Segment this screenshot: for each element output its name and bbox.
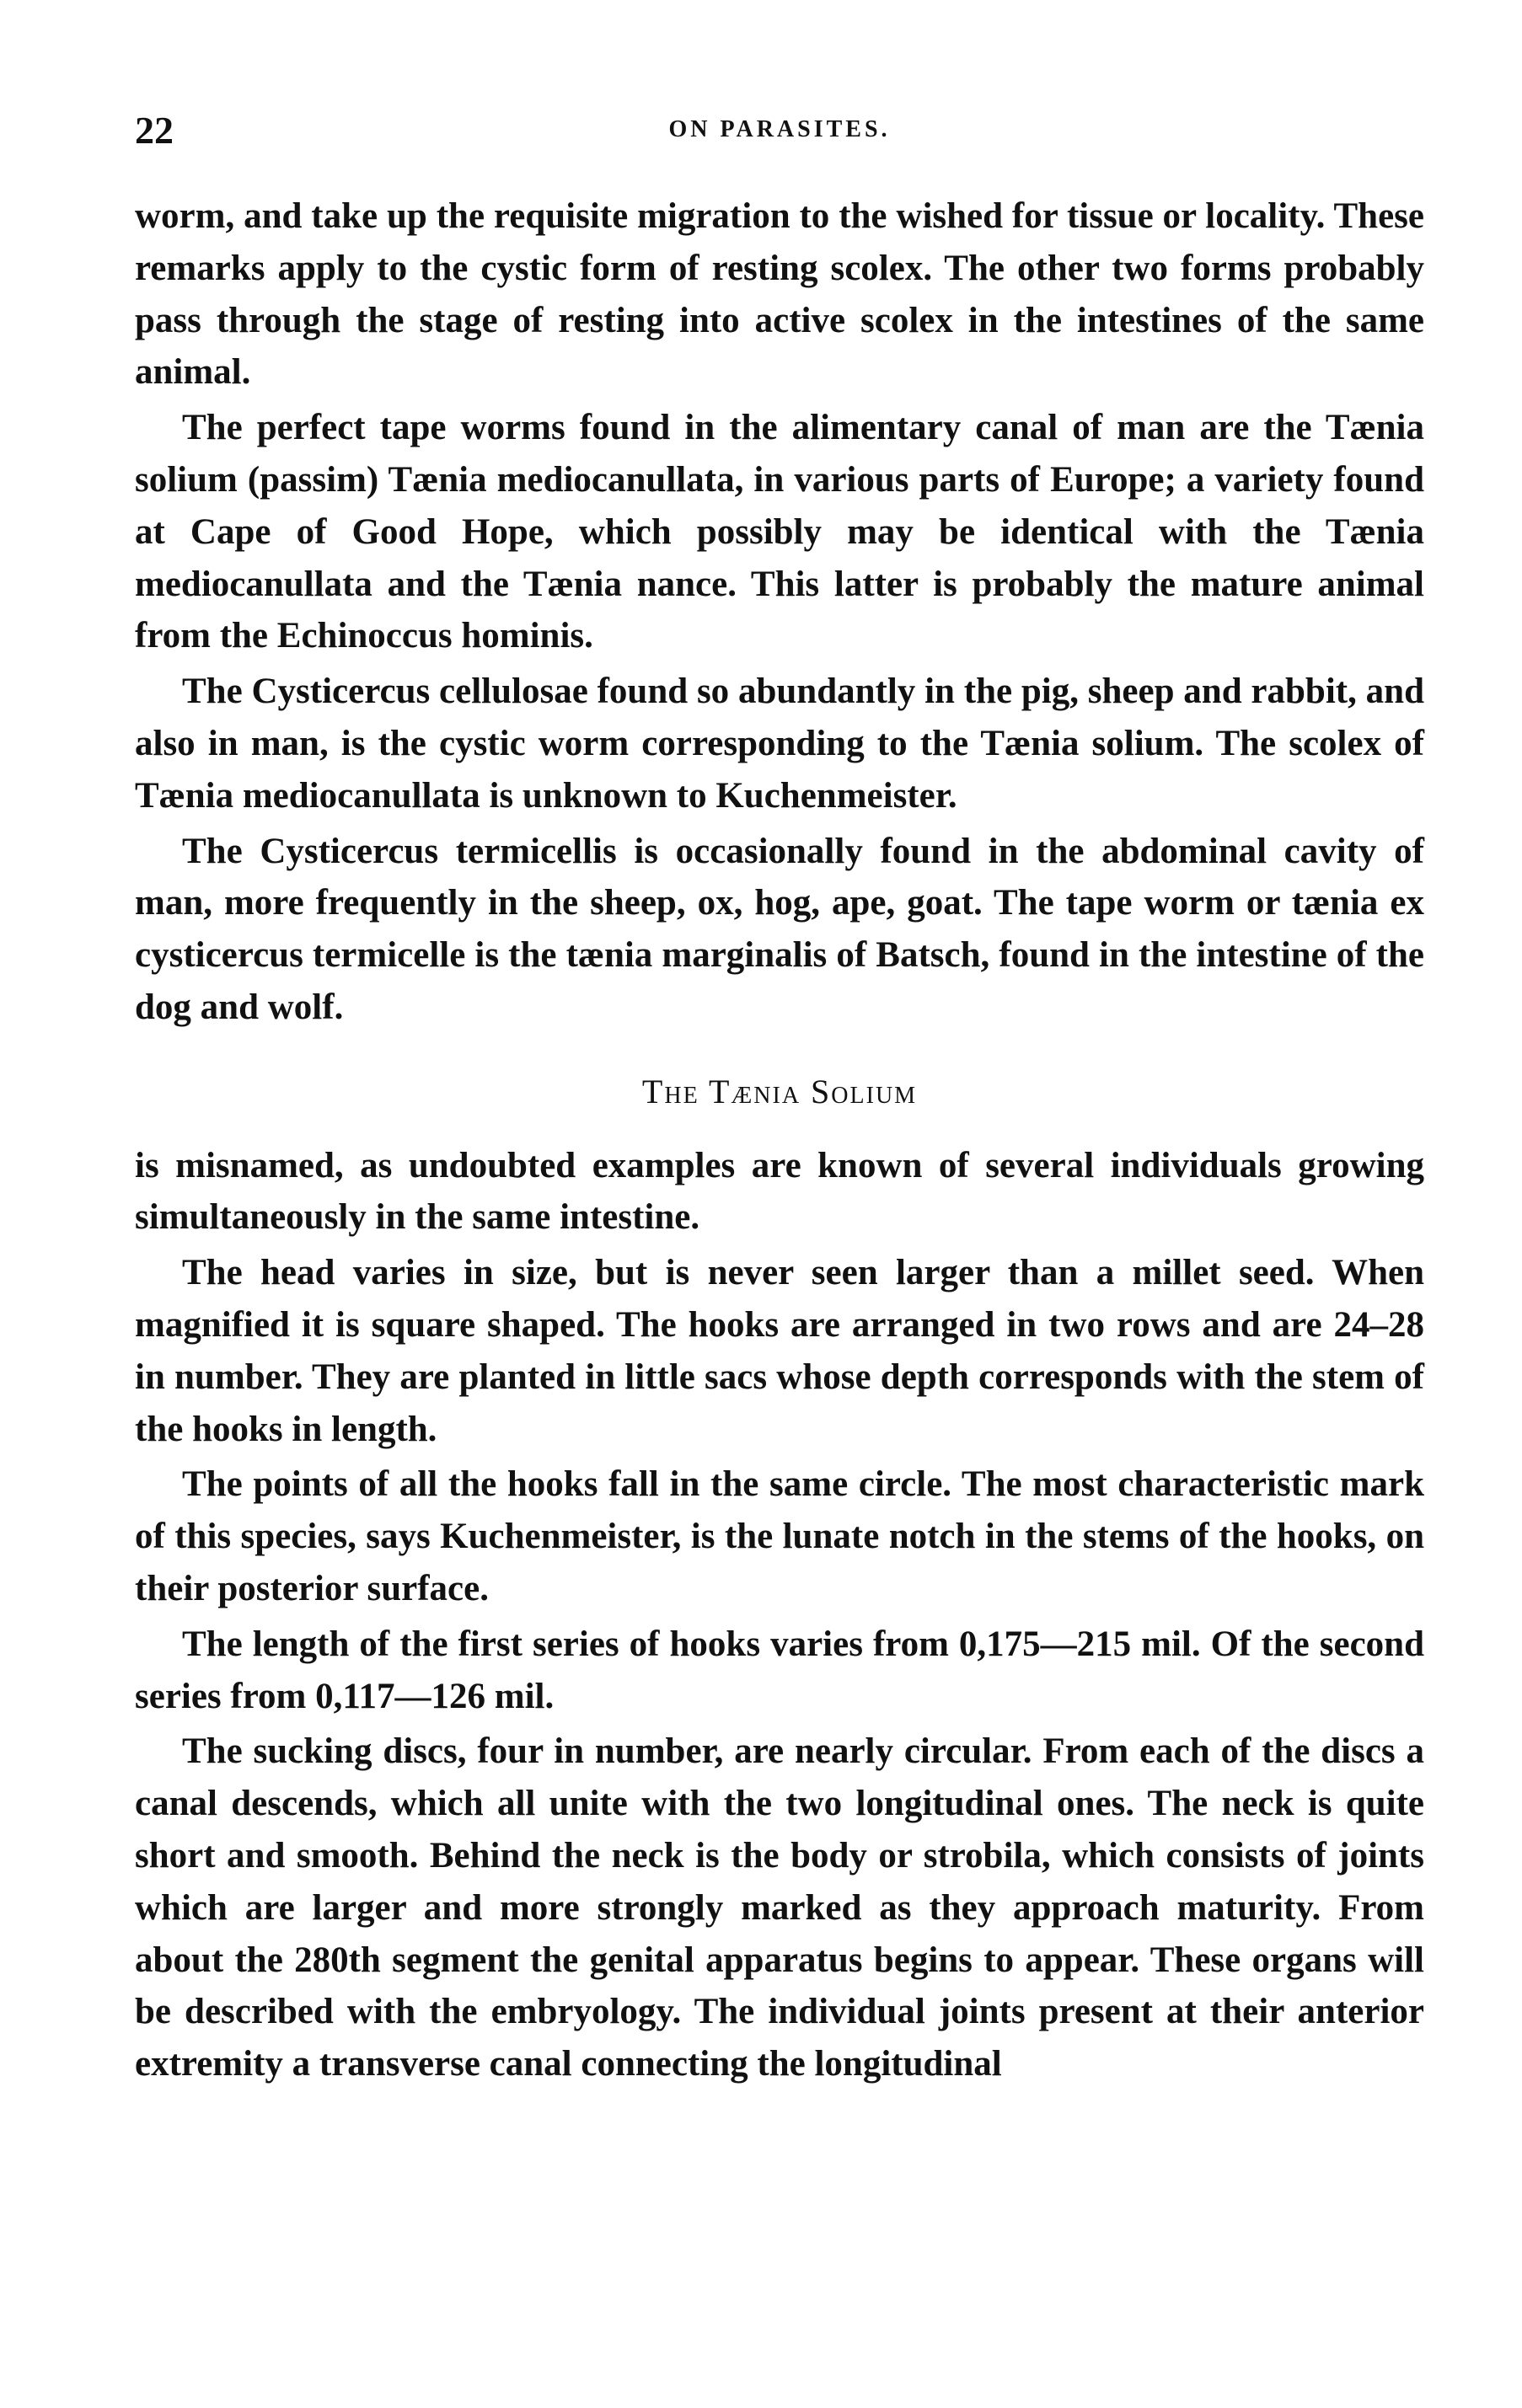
page-header bbox=[135, 108, 1424, 158]
paragraph: The Cysticercus termicellis is occasionally found in the abdominal cavity of man, more frequently in the sheep, ox, hog, ape, goat. The tape worm or tænia ex cysticercus termicelle is the tænia marginalis of Batsch, found in the intestine of the dog and wolf. bbox=[135, 831, 1424, 1027]
paragraph: The Cysticercus cellulosae found so abundantly in the pig, sheep and rabbit, and also in man, is the cystic worm corresponding to the Tænia solium. The scolex of Tænia mediocanullata is unknown to Kuchenmeister. bbox=[135, 672, 1424, 816]
running-head: ON PARASITES. bbox=[668, 116, 891, 142]
body-text bbox=[135, 190, 1424, 2094]
page-number: 22 bbox=[135, 109, 174, 152]
paragraph: The sucking discs, four in number, are nearly circular. From each of the discs a canal descends, which all unite with the two longitudinal ones. The neck is quite short and smooth. Behind the neck is the body or strobila, which consists of joints which are larger and more strongly marked as they approach maturity. From about the 280th segment the genital apparatus begins to appear. These organs will be described with the embryology. The individual joints present at their anterior extremity a transverse canal connecting the longitudinal bbox=[135, 1731, 1424, 2084]
paragraph: The points of all the hooks fall in the same circle. The most characteristic mark of this species, says Kuchenmeister, is the lunate notch in the stems of the hooks, on their posterior surface. bbox=[135, 1464, 1424, 1608]
paragraph: The length of the first series of hooks varies from 0,175—215 mil. Of the second series from 0,117—126 mil. bbox=[135, 1624, 1424, 1716]
paragraph: The head varies in size, but is never seen larger than a millet seed. When magnified it is square shaped. The hooks are arranged in two rows and are 24–28 in number. They are planted in little sacs whose depth corresponds with the stem of the hooks in length. bbox=[135, 1253, 1424, 1449]
paragraph: The perfect tape worms found in the alimentary canal of man are the Tænia solium (passim) Tænia mediocanullata, in various parts of Europe; a variety found at Cape of Good Hope, which possibly may be identical with the Tænia mediocanullata and the Tænia nance. This latter is probably the mature animal from the Echinoccus hominis. bbox=[135, 408, 1424, 656]
section-heading: The Tænia Solium bbox=[641, 1072, 918, 1110]
paragraph-continuation: worm, and take up the requisite migration to the wished for tissue or locality. These remarks apply to the cystic form of resting scolex. The other two forms probably pass through the stage of resting into active scolex in the intestines of the same animal. bbox=[135, 196, 1424, 393]
paragraph: is misnamed, as undoubted examples are known of several individuals growing simultaneously in the same intestine. bbox=[135, 1145, 1424, 1238]
